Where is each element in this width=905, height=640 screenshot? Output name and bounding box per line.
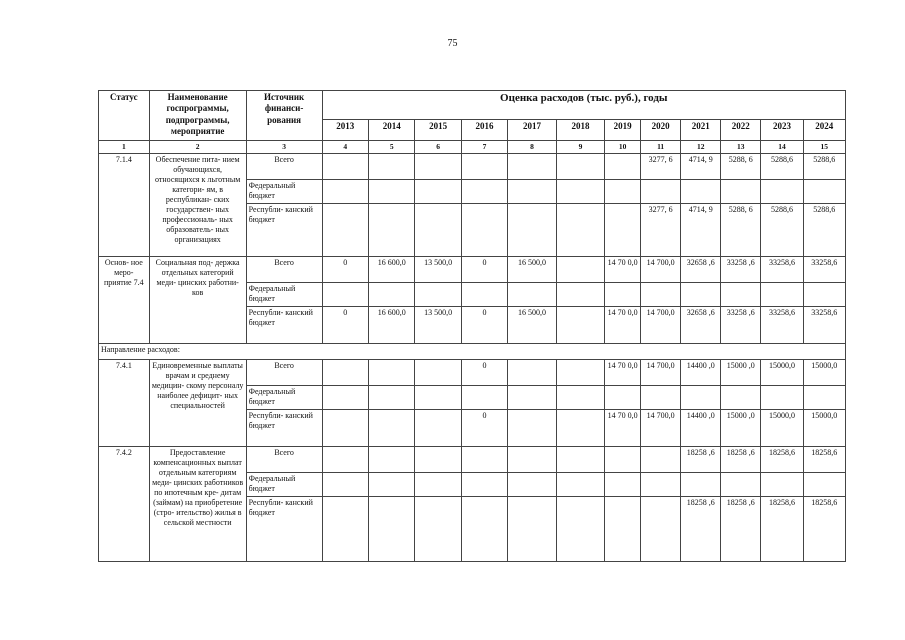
value-cell <box>415 386 461 410</box>
value-cell: 33258 ,6 <box>721 257 761 283</box>
value-cell <box>681 473 721 497</box>
value-cell <box>461 154 507 180</box>
value-cell <box>415 180 461 204</box>
value-cell <box>605 283 641 307</box>
year-header: 2023 <box>761 120 803 141</box>
value-cell: 0 <box>461 410 507 447</box>
value-cell <box>508 497 557 562</box>
value-cell: 15000,0 <box>761 360 803 386</box>
year-header: 2015 <box>415 120 461 141</box>
section-row <box>99 344 846 360</box>
value-cell <box>415 204 461 257</box>
value-cell: 4714, 9 <box>681 154 721 180</box>
name-cell: Единовременные выплаты врачам и среднему медицин- скому персоналу наиболее дефицит- ных специальностей <box>149 360 246 447</box>
value-cell: 0 <box>322 307 368 344</box>
section-label: Направление расходов: <box>99 344 846 360</box>
value-cell <box>508 360 557 386</box>
column-number: 14 <box>761 141 803 154</box>
year-header: 2024 <box>803 120 845 141</box>
value-cell <box>322 180 368 204</box>
value-cell <box>641 447 681 473</box>
value-cell <box>369 410 415 447</box>
value-cell <box>641 473 681 497</box>
value-cell: 5288, 6 <box>721 154 761 180</box>
value-cell <box>641 386 681 410</box>
value-cell: 18258 ,6 <box>721 447 761 473</box>
value-cell <box>461 180 507 204</box>
value-cell <box>605 473 641 497</box>
value-cell: 33258 ,6 <box>721 307 761 344</box>
value-cell <box>322 473 368 497</box>
value-cell <box>322 497 368 562</box>
year-header: 2014 <box>369 120 415 141</box>
value-cell: 33258,6 <box>761 257 803 283</box>
source-cell: Федеральный бюджет <box>246 386 322 410</box>
value-cell: 0 <box>461 257 507 283</box>
value-cell <box>461 386 507 410</box>
value-cell <box>641 497 681 562</box>
value-cell <box>556 410 605 447</box>
value-cell <box>415 473 461 497</box>
value-cell <box>369 497 415 562</box>
value-cell <box>803 180 845 204</box>
value-cell <box>641 180 681 204</box>
value-cell <box>761 180 803 204</box>
value-cell <box>556 180 605 204</box>
value-cell: 4714, 9 <box>681 204 721 257</box>
value-cell <box>369 386 415 410</box>
value-cell <box>415 283 461 307</box>
table-row <box>99 257 846 283</box>
value-cell <box>461 283 507 307</box>
value-cell <box>556 283 605 307</box>
value-cell: 14 70 0,0 <box>605 360 641 386</box>
value-cell <box>556 473 605 497</box>
header-name: Наименование госпрограммы, подпрограммы, мероприятие <box>149 91 246 141</box>
value-cell: 14400 ,0 <box>681 410 721 447</box>
value-cell: 14400 ,0 <box>681 360 721 386</box>
source-cell: Федеральный бюджет <box>246 473 322 497</box>
value-cell: 14 70 0,0 <box>605 257 641 283</box>
value-cell: 18258 ,6 <box>681 497 721 562</box>
value-cell <box>415 410 461 447</box>
name-cell: Социальная под- держка отдельных категорий меди- цинских работни- ков <box>149 257 246 344</box>
value-cell: 33258,6 <box>761 307 803 344</box>
value-cell <box>556 154 605 180</box>
value-cell <box>721 283 761 307</box>
value-cell <box>681 180 721 204</box>
source-cell: Федеральный бюджет <box>246 283 322 307</box>
value-cell: 15000,0 <box>761 410 803 447</box>
value-cell <box>461 473 507 497</box>
value-cell <box>556 360 605 386</box>
value-cell: 16 500,0 <box>508 307 557 344</box>
value-cell: 3277, 6 <box>641 154 681 180</box>
value-cell <box>322 410 368 447</box>
value-cell: 0 <box>461 307 507 344</box>
value-cell <box>322 154 368 180</box>
value-cell <box>605 497 641 562</box>
source-cell: Всего <box>246 154 322 180</box>
value-cell <box>605 180 641 204</box>
column-number: 1 <box>99 141 150 154</box>
value-cell <box>508 180 557 204</box>
value-cell: 14 700,0 <box>641 410 681 447</box>
value-cell <box>461 447 507 473</box>
value-cell <box>605 154 641 180</box>
value-cell: 16 500,0 <box>508 257 557 283</box>
value-cell: 5288,6 <box>803 204 845 257</box>
value-cell: 15000 ,0 <box>721 410 761 447</box>
year-header: 2018 <box>556 120 605 141</box>
value-cell <box>369 447 415 473</box>
column-number: 11 <box>641 141 681 154</box>
page-number: 75 <box>447 38 458 49</box>
value-cell: 18258 ,6 <box>721 497 761 562</box>
source-cell: Всего <box>246 257 322 283</box>
value-cell: 16 600,0 <box>369 257 415 283</box>
source-cell: Республи- канский бюджет <box>246 410 322 447</box>
status-cell: Основ- ное меро- приятие 7.4 <box>99 257 150 344</box>
year-header: 2013 <box>322 120 368 141</box>
value-cell: 0 <box>461 360 507 386</box>
value-cell: 18258,6 <box>803 497 845 562</box>
value-cell <box>322 204 368 257</box>
source-cell: Федеральный бюджет <box>246 180 322 204</box>
status-cell: 7.4.1 <box>99 360 150 447</box>
value-cell <box>803 386 845 410</box>
status-cell: 7.1.4 <box>99 154 150 257</box>
value-cell <box>556 307 605 344</box>
value-cell <box>322 447 368 473</box>
value-cell: 18258,6 <box>803 447 845 473</box>
value-cell <box>508 386 557 410</box>
value-cell: 13 500,0 <box>415 307 461 344</box>
value-cell <box>415 497 461 562</box>
value-cell: 5288,6 <box>803 154 845 180</box>
year-header: 2019 <box>605 120 641 141</box>
value-cell: 14 700,0 <box>641 257 681 283</box>
value-cell: 18258 ,6 <box>681 447 721 473</box>
source-cell: Республи- канский бюджет <box>246 204 322 257</box>
value-cell <box>556 204 605 257</box>
column-number: 5 <box>369 141 415 154</box>
source-cell: Республи- канский бюджет <box>246 497 322 562</box>
value-cell <box>508 204 557 257</box>
name-cell: Обеспечение пита- нием обучающихся, относящихся к льготным категори- ям, в республикан- ских государствен- ных профессиональ- ных образователь- ных организациях <box>149 154 246 257</box>
value-cell <box>681 386 721 410</box>
value-cell: 5288,6 <box>761 204 803 257</box>
value-cell <box>508 473 557 497</box>
table-row <box>99 154 846 180</box>
value-cell <box>605 386 641 410</box>
value-cell: 14 700,0 <box>641 360 681 386</box>
value-cell <box>508 447 557 473</box>
value-cell: 33258,6 <box>803 257 845 283</box>
column-number: 9 <box>556 141 605 154</box>
value-cell: 5288, 6 <box>721 204 761 257</box>
value-cell <box>415 447 461 473</box>
table-row <box>99 447 846 473</box>
value-cell <box>508 410 557 447</box>
value-cell: 33258,6 <box>803 307 845 344</box>
column-number: 3 <box>246 141 322 154</box>
header-status: Статус <box>99 91 150 141</box>
value-cell: 16 600,0 <box>369 307 415 344</box>
value-cell <box>721 386 761 410</box>
value-cell <box>415 360 461 386</box>
value-cell <box>556 386 605 410</box>
value-cell <box>461 204 507 257</box>
value-cell: 32658 ,6 <box>681 257 721 283</box>
value-cell: 14 70 0,0 <box>605 307 641 344</box>
column-number: 13 <box>721 141 761 154</box>
header-source: Источник финанси- рования <box>246 91 322 141</box>
table-row <box>99 360 846 386</box>
value-cell <box>641 283 681 307</box>
value-cell: 14 70 0,0 <box>605 410 641 447</box>
value-cell <box>415 154 461 180</box>
value-cell: 5288,6 <box>761 154 803 180</box>
value-cell <box>556 257 605 283</box>
value-cell: 14 700,0 <box>641 307 681 344</box>
value-cell <box>369 360 415 386</box>
value-cell <box>761 473 803 497</box>
value-cell <box>761 283 803 307</box>
value-cell: 13 500,0 <box>415 257 461 283</box>
value-cell <box>803 473 845 497</box>
value-cell <box>681 283 721 307</box>
year-header: 2016 <box>461 120 507 141</box>
value-cell: 18258,6 <box>761 447 803 473</box>
value-cell <box>322 386 368 410</box>
value-cell <box>369 473 415 497</box>
column-number: 12 <box>681 141 721 154</box>
value-cell <box>369 283 415 307</box>
value-cell: 18258,6 <box>761 497 803 562</box>
value-cell <box>761 386 803 410</box>
value-cell <box>605 204 641 257</box>
column-number: 4 <box>322 141 368 154</box>
expenses-table <box>98 90 846 562</box>
value-cell <box>369 204 415 257</box>
value-cell <box>369 154 415 180</box>
source-cell: Всего <box>246 360 322 386</box>
column-number: 15 <box>803 141 845 154</box>
value-cell <box>322 360 368 386</box>
value-cell: 15000,0 <box>803 360 845 386</box>
status-cell: 7.4.2 <box>99 447 150 562</box>
value-cell <box>605 447 641 473</box>
source-cell: Республи- канский бюджет <box>246 307 322 344</box>
column-number: 7 <box>461 141 507 154</box>
column-number: 8 <box>508 141 557 154</box>
name-cell: Предоставление компенсационных выплат отдельным категориям меди- цинских работников по ипотечным кре- дитам (займам) на приобретение (стро- ительство) жилья в сельской местности <box>149 447 246 562</box>
value-cell: 3277, 6 <box>641 204 681 257</box>
header-expenses: Оценка расходов (тыс. руб.), годы <box>322 91 845 120</box>
value-cell <box>556 497 605 562</box>
value-cell <box>508 283 557 307</box>
year-header: 2021 <box>681 120 721 141</box>
year-header: 2017 <box>508 120 557 141</box>
value-cell: 15000 ,0 <box>721 360 761 386</box>
value-cell <box>556 447 605 473</box>
value-cell: 15000,0 <box>803 410 845 447</box>
value-cell <box>508 154 557 180</box>
column-number: 2 <box>149 141 246 154</box>
year-header: 2020 <box>641 120 681 141</box>
value-cell <box>803 283 845 307</box>
value-cell <box>369 180 415 204</box>
value-cell: 32658 ,6 <box>681 307 721 344</box>
value-cell <box>461 497 507 562</box>
value-cell <box>322 283 368 307</box>
source-cell: Всего <box>246 447 322 473</box>
value-cell: 0 <box>322 257 368 283</box>
year-header: 2022 <box>721 120 761 141</box>
column-number: 10 <box>605 141 641 154</box>
column-number: 6 <box>415 141 461 154</box>
value-cell <box>721 180 761 204</box>
value-cell <box>721 473 761 497</box>
